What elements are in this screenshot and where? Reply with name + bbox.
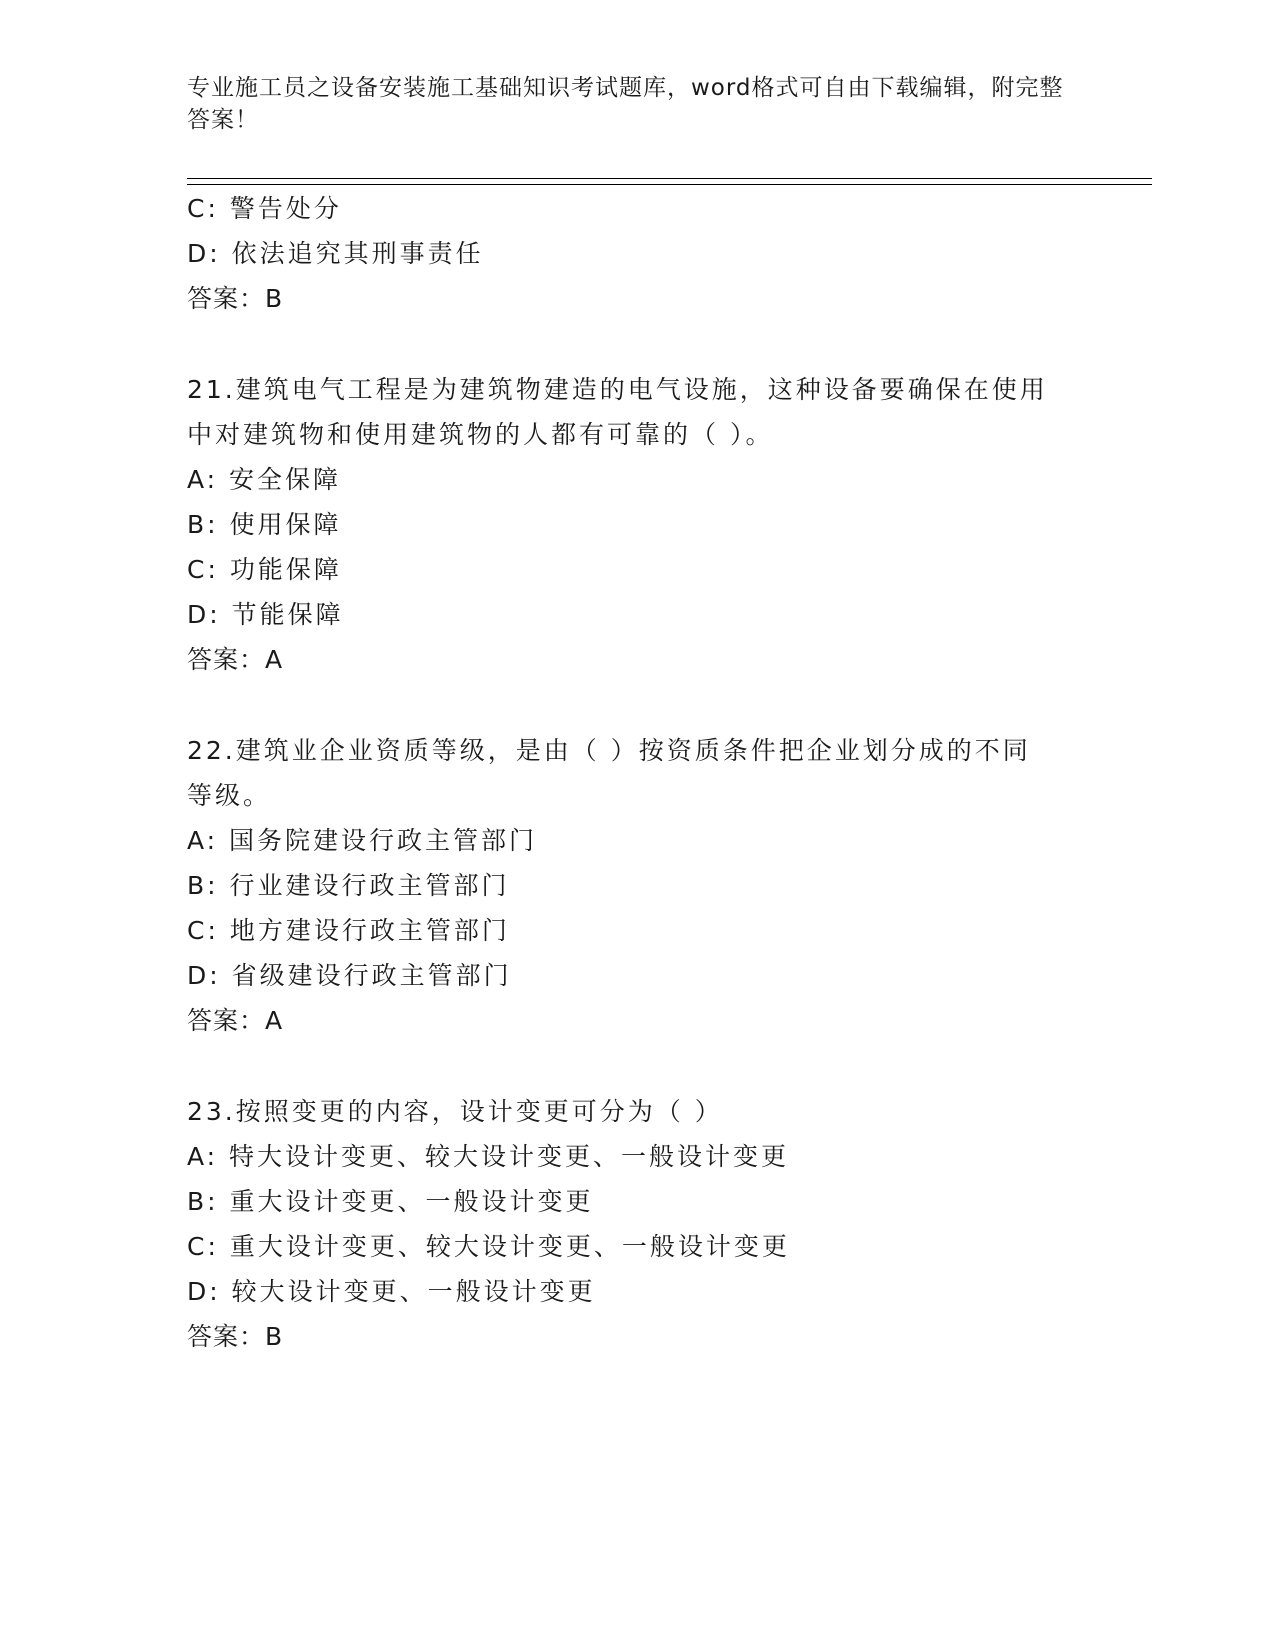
q21-option-a: A: 安全保障 <box>187 465 342 494</box>
q23-stem-line1: 23.按照变更的内容，设计变更可分为（ ） <box>187 1097 723 1126</box>
q22-stem-line2: 等级。 <box>187 781 272 810</box>
header-divider <box>187 178 1152 185</box>
q22-answer: 答案：A <box>187 1006 284 1035</box>
q21-stem-line2: 中对建筑物和使用建筑物的人都有可靠的（ ）。 <box>187 420 774 449</box>
q22-option-a: A: 国务院建设行政主管部门 <box>187 826 538 855</box>
q21-option-b: B: 使用保障 <box>187 510 342 539</box>
q23-option-d: D: 较大设计变更、一般设计变更 <box>187 1277 596 1306</box>
q20-answer: 答案：B <box>187 284 284 313</box>
q20-option-c: C: 警告处分 <box>187 194 342 223</box>
q21-option-d: D: 节能保障 <box>187 600 344 629</box>
q21-answer: 答案：A <box>187 645 284 674</box>
q23-option-c: C: 重大设计变更、较大设计变更、一般设计变更 <box>187 1232 790 1261</box>
q22-option-b: B: 行业建设行政主管部门 <box>187 871 510 900</box>
q23-option-b: B: 重大设计变更、一般设计变更 <box>187 1187 594 1216</box>
q21-option-c: C: 功能保障 <box>187 555 342 584</box>
q23-answer: 答案：B <box>187 1322 284 1351</box>
q22-option-c: C: 地方建设行政主管部门 <box>187 916 510 945</box>
q21-stem-line1: 21.建筑电气工程是为建筑物建造的电气设施，这种设备要确保在使用 <box>187 375 1048 404</box>
q20-option-d: D: 依法追究其刑事责任 <box>187 239 484 268</box>
q22-option-d: D: 省级建设行政主管部门 <box>187 961 512 990</box>
q22-stem-line1: 22.建筑业企业资质等级，是由（ ）按资质条件把企业划分成的不同 <box>187 736 1031 765</box>
page-header: 专业施工员之设备安装施工基础知识考试题库，word格式可自由下载编辑，附完整答案！ <box>187 75 1064 133</box>
q23-option-a: A: 特大设计变更、较大设计变更、一般设计变更 <box>187 1142 790 1171</box>
